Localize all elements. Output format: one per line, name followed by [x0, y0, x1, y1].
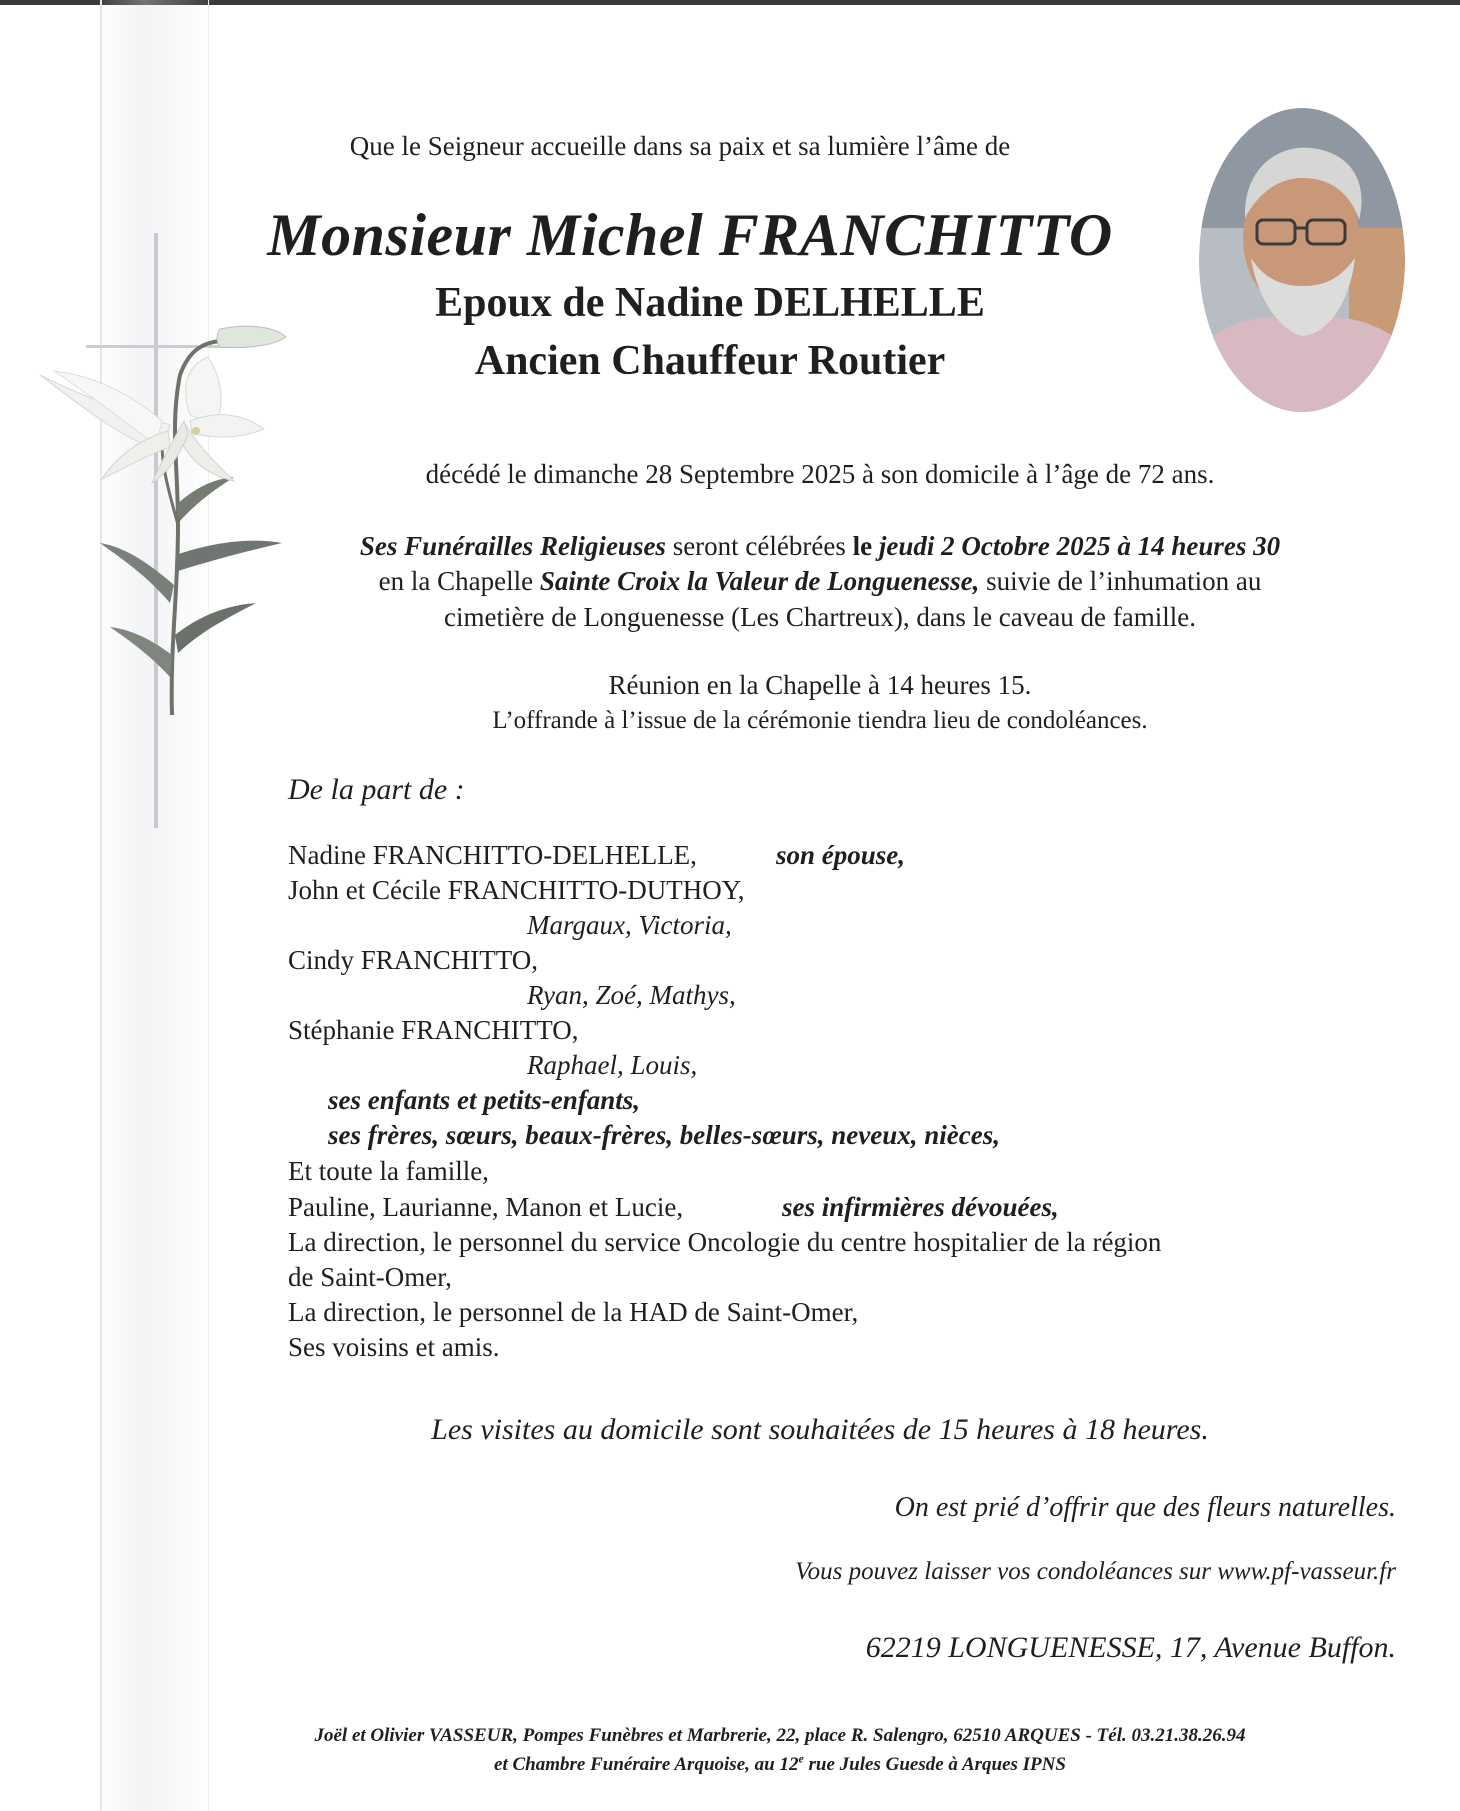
deceased-name: Monsieur Michel FRANCHITTO	[267, 202, 1113, 268]
reunion-line: Réunion en la Chapelle à 14 heures 15.	[608, 670, 1032, 700]
death-announcement: décédé le dimanche 28 Septembre 2025 à son domicile à l’âge de 72 ans.	[425, 459, 1215, 489]
footer-text: et Chambre Funéraire Arquoise, au 12	[494, 1754, 799, 1775]
funeral-text: suivie de l’inhumation au	[979, 566, 1262, 596]
lily-flower	[152, 357, 264, 483]
family-line: John et Cécile FRANCHITTO-DUTHOY,	[288, 875, 745, 905]
family-line: Et toute la famille,	[288, 1156, 489, 1186]
footer-line-2	[200, 1751, 1360, 1775]
visits-line: Les visites au domicile sont souhaitées de 15 heures à 18 heures.	[431, 1413, 1209, 1446]
cross-vertical-bar	[154, 233, 158, 828]
family-line: La direction, le personnel du service Oncologie du centre hospitalier de la région	[288, 1227, 1162, 1257]
flowers-note: On est prié d’offrir que des fleurs naturelles.	[894, 1492, 1396, 1523]
cross-lily-decoration	[20, 225, 310, 835]
intro-line: Que le Seigneur accueille dans sa paix et sa lumière l’âme de	[349, 131, 1011, 161]
funeral-datetime: jeudi 2 Octobre 2025 à 14 heures 30	[872, 531, 1281, 561]
family-line: Nadine FRANCHITTO-DELHELLE,	[288, 840, 697, 870]
chapel-name: Sainte Croix la Valeur de Longuenesse,	[539, 566, 980, 596]
family-summary: ses frères, sœurs, beaux-frères, belles-sœurs, neveux, nièces,	[328, 1120, 1000, 1150]
condolences-note: Vous pouvez laisser vos condoléances sur www.pf-vasseur.fr	[795, 1558, 1396, 1585]
family-line: Stéphanie FRANCHITTO,	[288, 1015, 579, 1045]
family-line: La direction, le personnel de la HAD de Saint-Omer,	[288, 1297, 859, 1327]
funeral-line-2	[300, 568, 1340, 595]
family-line: Pauline, Laurianne, Manon et Lucie,	[288, 1192, 684, 1222]
from-label: De la part de :	[288, 773, 465, 806]
grandchildren-line: Margaux, Victoria,	[527, 910, 732, 940]
funeral-line-3: cimetière de Longuenesse (Les Chartreux), dans le caveau de famille.	[444, 602, 1196, 632]
family-line: Cindy FRANCHITTO,	[288, 945, 539, 975]
family-line: de Saint-Omer,	[288, 1262, 452, 1292]
top-border	[0, 0, 1460, 5]
portrait-photo	[1199, 108, 1405, 413]
grandchildren-line: Raphael, Louis,	[527, 1050, 698, 1080]
offrande-line: L’offrande à l’issue de la cérémonie tiendra lieu de condoléances.	[492, 707, 1148, 734]
funeral-le: le	[852, 531, 873, 561]
grandchildren-line: Ryan, Zoé, Mathys,	[527, 980, 736, 1010]
family-summary: ses enfants et petits-enfants,	[328, 1085, 641, 1115]
occupation-line: Ancien Chauffeur Routier	[474, 338, 946, 384]
family-role: son épouse,	[776, 840, 906, 870]
funeral-text: seront célébrées	[665, 531, 853, 561]
address-line: 62219 LONGUENESSE, 17, Avenue Buffon.	[865, 1631, 1396, 1664]
funeral-label: Ses Funérailles Religieuses	[359, 531, 666, 561]
family-line: Ses voisins et amis.	[288, 1332, 500, 1362]
funeral-line-1	[300, 533, 1340, 560]
family-role: ses infirmières dévouées,	[782, 1192, 1059, 1222]
footer-superscript: e	[798, 1751, 804, 1766]
lily-flower	[40, 371, 170, 479]
footer-text: rue Jules Guesde à Arques IPNS	[803, 1754, 1066, 1775]
spouse-line: Epoux de Nadine DELHELLE	[435, 280, 985, 326]
footer-line-1: Joël et Olivier VASSEUR, Pompes Funèbres et Marbrerie, 22, place R. Salengro, 62510 ARQUES - Tél. 03.21.38.26.94	[314, 1725, 1246, 1746]
funeral-text: en la Chapelle	[378, 566, 540, 596]
